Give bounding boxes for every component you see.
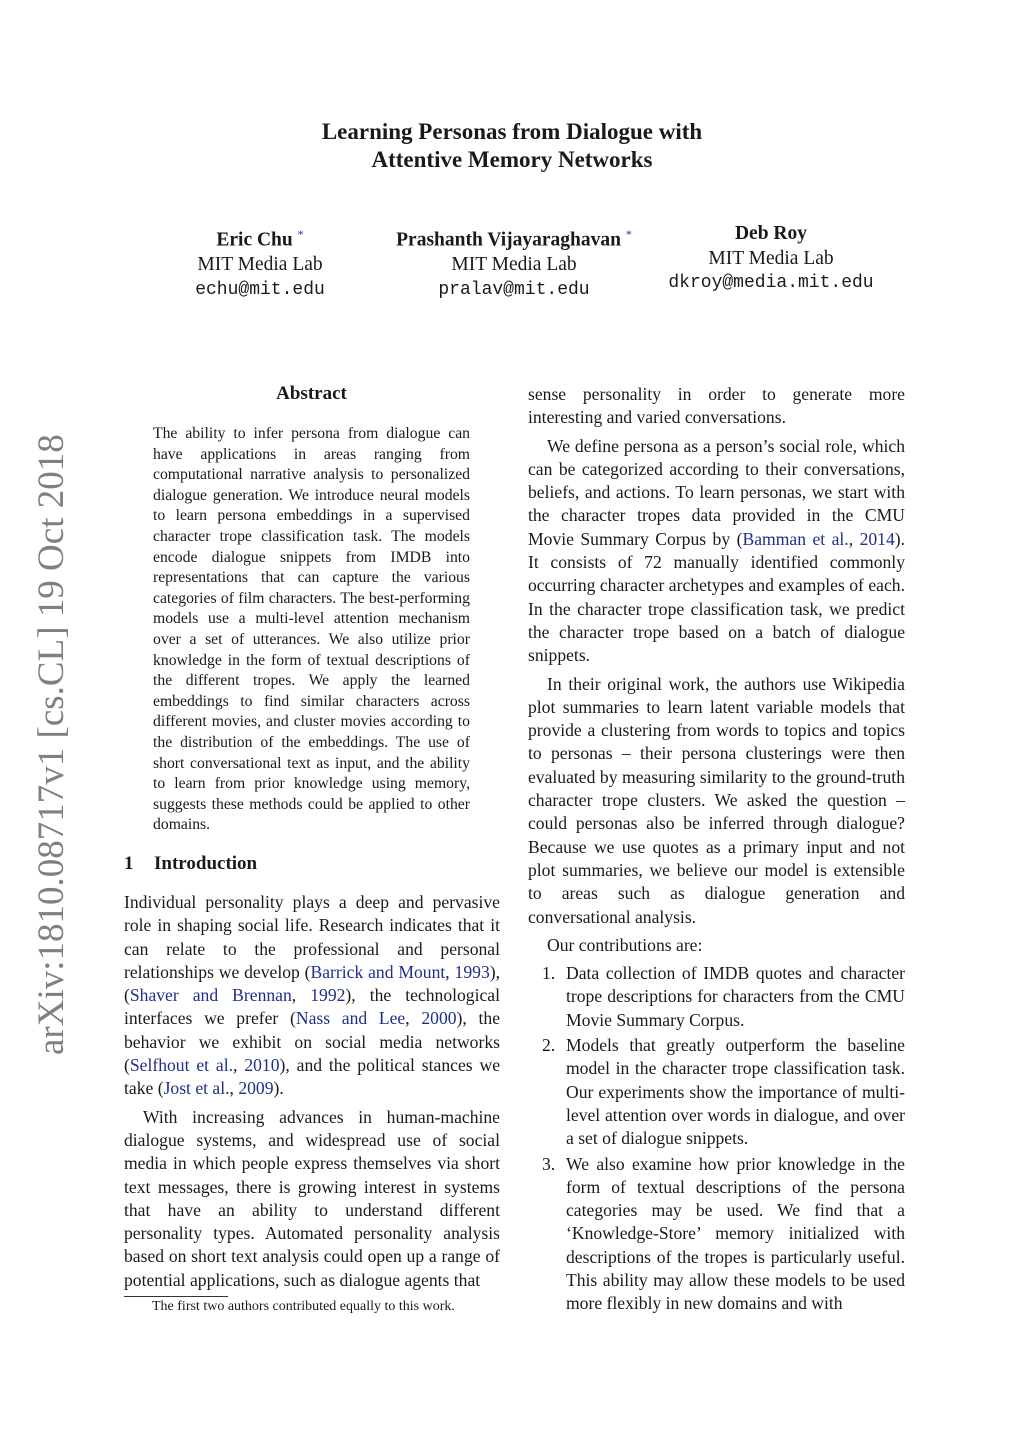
author-name: Eric Chu xyxy=(216,229,293,251)
list-item-text: Models that greatly outperform the baseline model in the character trope classification task. Our experiments show the importance of multi-level attention over words in dialogue, and over a set of dialogue snippets. xyxy=(566,1035,905,1149)
citation-year-link[interactable]: 2000 xyxy=(421,1008,457,1029)
author-block-3 xyxy=(650,222,892,296)
author-affiliation: MIT Media Lab xyxy=(451,254,577,275)
title-line-2: Attentive Memory Networks xyxy=(371,147,653,172)
list-item xyxy=(528,962,905,1032)
list-item xyxy=(528,1034,905,1150)
section-heading-introduction xyxy=(124,853,257,875)
citation-year-link[interactable]: 2014 xyxy=(859,528,895,549)
arxiv-stamp: arXiv:1810.08717v1 [cs.CL] 19 Oct 2018 xyxy=(31,434,72,1055)
right-paragraph-2: In their original work, the authors use Wikipedia plot summaries to learn latent variable models that provide a clustering from words to topics and topics to personas – their persona clusterings were then evaluated by measuring similarity to the ground-truth character trope clusters. We asked the question – could personas also be inferred through dialogue? Because we use quotes as a primary input and not plot summaries, we believe our model is extensible to areas such as dialogue generation and conversational analysis. xyxy=(528,673,905,927)
intro-paragraph-1: Individual personality plays a deep and pervasive role in shaping social life. Research indicates that it can relate to the professional and personal relationships we develop (Barrick and Mount, 1993), (Shaver and Brennan, 1992), the technological interfaces we prefer (Nass and Lee, 2000), the behavior we exhibit on social media networks (Selfhout et al., 2010), and the political stances we take (Jost et al., 2009). xyxy=(124,892,501,1099)
author-email[interactable]: dkroy@media.mit.edu xyxy=(668,273,874,293)
list-item-text: Data collection of IMDB quotes and character trope descriptions for characters from the CMU Movie Summary Corpus. xyxy=(566,963,905,1030)
author-name: Deb Roy xyxy=(734,223,808,244)
author-affiliation: MIT Media Lab xyxy=(708,247,834,269)
citation-link[interactable]: Nass and Lee xyxy=(295,1008,406,1029)
citation-link[interactable]: Selfhout et al. xyxy=(129,1055,234,1076)
abstract-text: The ability to infer persona from dialogue can have applications in areas ranging from computational narrative analysis to personalized dialogue generation. We introduce neural models to learn persona embeddings in a supervised character trope classification task. The models encode dialogue snippets from IMDB into representations that can capture the various categories of film characters. The best-performing models use a multi-level attention mechanism over a set of utterances. We also utilize prior knowledge in the form of textual descriptions of the different tropes. We apply the learned embeddings to find similar characters across different movies, and cluster movies according to the distribution of the embeddings. The use of short conversational text as input, and the ability to learn from prior knowledge using memory, suggests these methods could be applied to other domains. xyxy=(153,425,470,834)
title-line-1: Learning Personas from Dialogue with xyxy=(321,119,703,144)
list-item xyxy=(528,1153,905,1316)
equal-contribution-mark: * xyxy=(297,227,304,241)
section-title: Introduction xyxy=(154,853,258,874)
right-paragraph-1: We define persona as a person’s social role, which can be categorized according to their conversations, beliefs, and actions. To learn personas, we start with the character tropes data provided in the CMU Movie Summary Corpus by (Bamman et al., 2014). It consists of 72 manually identified commonly occurring character archetypes and examples of each. In the character trope classification task, we predict the character trope based on a batch of dialogue snippets. xyxy=(528,435,906,666)
right-paragraph-0: sense personality in order to generate more interesting and varied conversations. xyxy=(528,384,905,428)
left-column xyxy=(124,891,500,1297)
footnote-text: The first two authors contributed equally to this work. xyxy=(152,1299,455,1314)
citation-year-link[interactable]: 2010 xyxy=(244,1055,280,1076)
right-paragraph-3: Our contributions are: xyxy=(547,934,703,955)
list-item-number: 3. xyxy=(542,1153,556,1174)
author-email[interactable]: echu@mit.edu xyxy=(195,279,325,300)
footnote xyxy=(124,1298,504,1316)
abstract-heading: Abstract xyxy=(276,383,347,404)
author-block-1 xyxy=(160,222,360,302)
footnote-rule xyxy=(124,1296,228,1297)
citation-year-link[interactable]: 1992 xyxy=(310,985,346,1006)
author-name: Prashanth Vijayaraghavan xyxy=(396,229,621,251)
contributions-list xyxy=(528,962,905,1315)
author-affiliation: MIT Media Lab xyxy=(197,254,323,275)
citation-link[interactable]: Barrick and Mount xyxy=(310,961,446,982)
citation-link[interactable]: Jost et al. xyxy=(163,1078,230,1099)
citation-year-link[interactable]: 1993 xyxy=(454,961,490,982)
author-block-2 xyxy=(384,222,644,302)
intro-paragraph-2: With increasing advances in human-machine dialogue systems, and widespread use of social media in which people express themselves via short text messages, there is growing interest in systems that have an ability to understand different personality types. Automated personality analysis based on short text analysis could open up a range of potential applications, such as dialogue agents that xyxy=(124,1106,500,1290)
list-item-number: 2. xyxy=(542,1035,556,1056)
right-column xyxy=(528,383,905,1318)
citation-link[interactable]: Shaver and Brennan xyxy=(129,985,292,1006)
paper-title xyxy=(0,118,1024,174)
citation-link[interactable]: Bamman et al. xyxy=(742,528,849,549)
author-email[interactable]: pralav@mit.edu xyxy=(438,279,590,300)
equal-contribution-mark: * xyxy=(625,227,632,241)
list-item-number: 1. xyxy=(542,963,556,984)
citation-year-link[interactable]: 2009 xyxy=(238,1078,274,1099)
section-number: 1 xyxy=(124,853,134,874)
list-item-text: We also examine how prior knowledge in the form of textual descriptions of the persona categories may be used. We find that a ‘Knowledge-Store’ memory initialized with descriptions of the tropes is particularly useful. This ability may allow these models to be used more flexibly in new domains and with xyxy=(566,1153,905,1314)
